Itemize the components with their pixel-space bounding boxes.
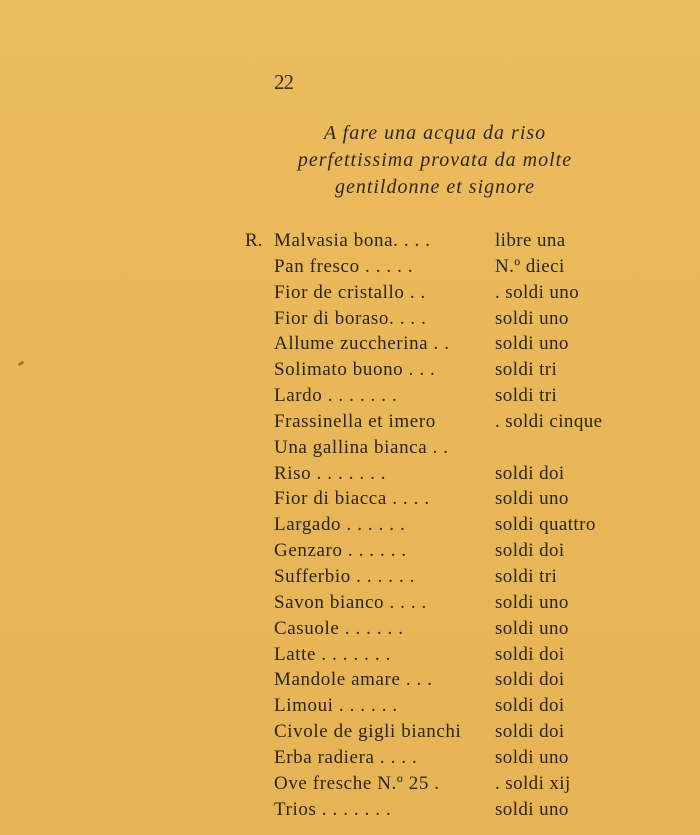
ingredient-quantity: . soldi uno — [495, 281, 580, 303]
ingredient-quantity: soldi doi — [495, 540, 565, 562]
ingredient-name: Limoui . . . . . . — [274, 695, 398, 717]
ingredient-quantity: libre una — [495, 230, 566, 251]
ingredient-name: Allume zuccherina . . — [274, 333, 450, 355]
ingredient-name: Solimato buono . . . — [274, 359, 436, 381]
ingredient-name: Casuole . . . . . . — [274, 617, 404, 639]
ingredient-name: Fior de cristallo . . — [274, 281, 426, 303]
ingredient-name: Frassinella et imero — [274, 410, 436, 432]
ingredient-quantity: soldi tri — [495, 385, 558, 407]
ingredient-quantity: N.º dieci — [495, 255, 565, 277]
ingredient-name: Una gallina bianca . . — [274, 436, 449, 458]
ingredient-name: Lardo . . . . . . . — [274, 385, 398, 407]
ink-speck — [18, 361, 25, 367]
ingredient-name: Fior di boraso. . . . — [274, 307, 427, 329]
ingredient-quantity: soldi doi — [495, 643, 565, 665]
ingredient-quantity: soldi uno — [495, 333, 569, 355]
ingredient-name: Sufferbio . . . . . . — [274, 565, 416, 587]
ingredient-quantity: soldi uno — [495, 307, 569, 329]
ingredient-quantity: soldi tri — [495, 565, 558, 587]
ingredient-name: Civole de gigli bianchi — [274, 721, 462, 743]
recipe-prefix: R. — [245, 230, 263, 251]
ingredient-name: Fior di biacca . . . . — [274, 488, 430, 510]
ingredient-quantity: . soldi xij — [495, 772, 571, 794]
ingredient-quantity: soldi uno — [495, 591, 569, 613]
ingredient-name: Mandole amare . . . — [274, 669, 433, 691]
title-line: perfettissima provata da molte — [297, 149, 573, 171]
ingredient-quantity: soldi doi — [495, 462, 565, 484]
ingredient-name: Ove fresche N.º 25 . — [274, 772, 440, 794]
ingredient-name: Largado . . . . . . — [274, 514, 406, 536]
ingredient-quantity: . soldi cinque — [495, 410, 603, 432]
ingredient-quantity: soldi doi — [495, 721, 565, 743]
ingredient-quantity: soldi doi — [495, 695, 565, 717]
page-number: 22 — [274, 70, 293, 94]
ingredient-name: Latte . . . . . . . — [274, 643, 391, 665]
ingredient-quantity: soldi uno — [495, 798, 569, 820]
recipe-title — [250, 120, 620, 201]
ingredient-name: Pan fresco . . . . . — [274, 255, 414, 277]
ingredient-quantity: soldi uno — [495, 617, 569, 639]
ingredient-name: Trios . . . . . . . — [274, 798, 392, 820]
ingredient-quantity: soldi uno — [495, 488, 569, 510]
ingredient-name: Genzaro . . . . . . — [274, 540, 407, 562]
ingredient-name: Erba radiera . . . . — [274, 746, 418, 768]
ingredient-quantity: soldi doi — [495, 669, 565, 691]
ingredient-name: Riso . . . . . . . — [274, 462, 387, 484]
title-line: A fare una acqua da riso — [323, 122, 547, 144]
ingredient-quantity: soldi tri — [495, 359, 558, 381]
ingredient-quantity: soldi uno — [495, 746, 569, 768]
ingredient-name: Savon bianco . . . . — [274, 591, 427, 613]
title-line: gentildonne et signore — [334, 176, 536, 198]
ingredient-quantity: soldi quattro — [495, 514, 596, 536]
ingredient-name: Malvasia bona. . . . — [274, 230, 431, 251]
